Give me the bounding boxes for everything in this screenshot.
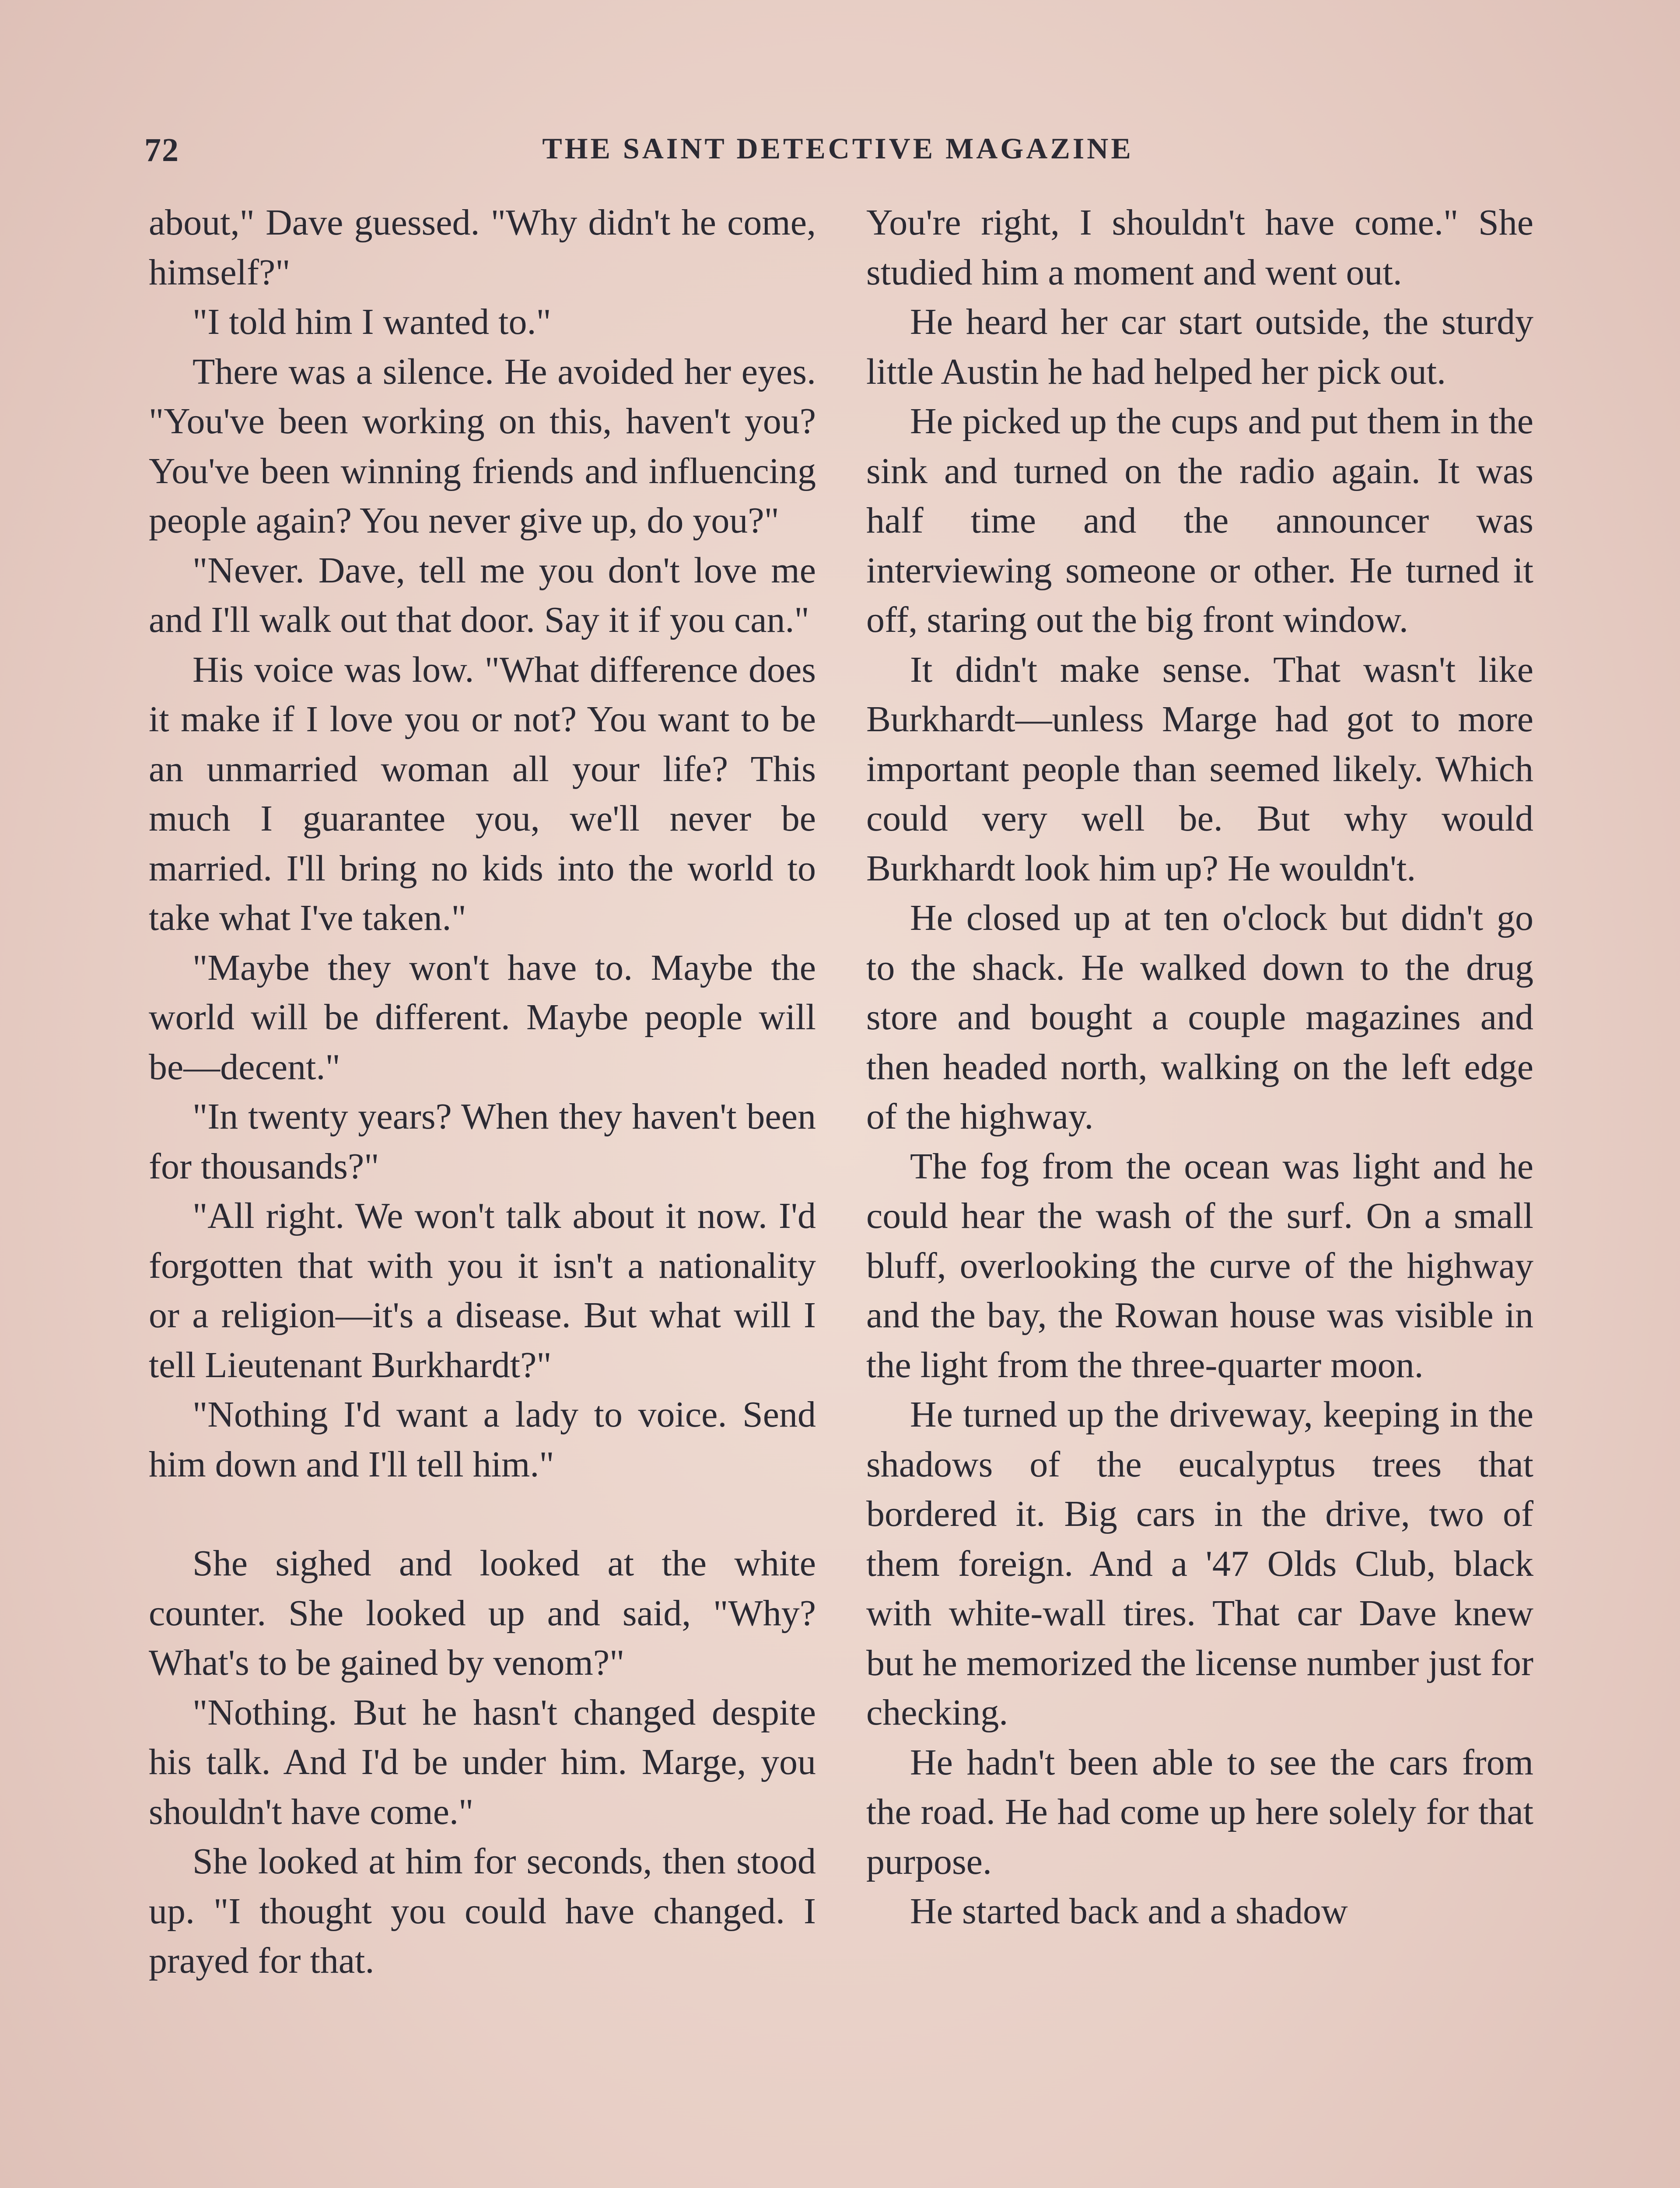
paragraph: about," Dave guessed. "Why didn't he come, himself?" bbox=[149, 202, 816, 293]
left-column bbox=[149, 198, 816, 1986]
paragraph: "Maybe they won't have to. Maybe the world will be different. Maybe people will be—decent." bbox=[149, 947, 816, 1087]
paragraph: He turned up the driveway, keeping in the shadows of the eucalyptus trees that bordered it. Big cars in the drive, two of them foreign. And a '47 Olds Club, black with white-wall tires. That car Dave knew but he memorized the license number just for checking. bbox=[866, 1394, 1533, 1733]
running-head: THE SAINT DETECTIVE MAGAZINE bbox=[542, 132, 1134, 165]
paragraph: "Nothing I'd want a lady to voice. Send him down and I'll tell him." bbox=[149, 1394, 816, 1485]
paragraph: "In twenty years? When they haven't been for thousands?" bbox=[149, 1096, 816, 1187]
paragraph: She looked at him for seconds, then stood up. "I thought you could have changed. I prayed for that. bbox=[149, 1841, 816, 1981]
paragraph: "I told him I wanted to." bbox=[192, 302, 551, 342]
paragraph: His voice was low. "What difference does it make if I love you or not? You want to be an unmarried woman all your life? This much I guarantee you, we'll never be married. I'll bring no kids into the world to take what I've taken." bbox=[149, 649, 816, 938]
paragraph: He closed up at ten o'clock but didn't go to the shack. He walked down to the drug store and bought a couple magazines and then headed north, walking on the left edge of the highway. bbox=[866, 898, 1533, 1137]
paragraph: She sighed and looked at the white counter. She looked up and said, "Why? What's to be gained by venom?" bbox=[149, 1543, 816, 1683]
paragraph: He picked up the cups and put them in the sink and turned on the radio again. It was half time and the announcer was interviewing someone or other. He turned it off, staring out the big front window. bbox=[866, 401, 1533, 640]
page-number: 72 bbox=[144, 132, 179, 168]
paragraph: You're right, I shouldn't have come." She studied him a moment and went out. bbox=[866, 202, 1533, 293]
paragraph: There was a silence. He avoided her eyes. "You've been working on this, haven't you? You've been winning friends and influencing people again? You never give up, do you?" bbox=[149, 351, 816, 541]
paragraph: "Nothing. But he hasn't changed despite his talk. And I'd be under him. Marge, you shouldn't have come." bbox=[149, 1692, 816, 1832]
paragraph: The fog from the ocean was light and he could hear the wash of the surf. On a small bluff, overlooking the curve of the highway and the bay, the Rowan house was visible in the light from the three-quarter moon. bbox=[866, 1146, 1533, 1385]
paragraph: It didn't make sense. That wasn't like Burkhardt—unless Marge had got to more important people than seemed likely. Which could very well be. But why would Burkhardt look him up? He wouldn't. bbox=[866, 649, 1533, 889]
paragraph: "Never. Dave, tell me you don't love me and I'll walk out that door. Say it if you can." bbox=[149, 550, 816, 640]
right-column bbox=[866, 198, 1533, 1936]
paragraph: "All right. We won't talk about it now. I'd forgotten that with you it isn't a nationality or a religion—it's a disease. But what will I tell Lieutenant Burkhardt?" bbox=[149, 1196, 816, 1385]
page-header bbox=[144, 131, 1531, 175]
paragraph: He heard her car start outside, the sturdy little Austin he had helped her pick out. bbox=[866, 302, 1533, 392]
paragraph: He hadn't been able to see the cars from the road. He had come up here solely for that purpose. bbox=[866, 1742, 1533, 1882]
paragraph: He started back and a shadow bbox=[910, 1891, 1348, 1932]
